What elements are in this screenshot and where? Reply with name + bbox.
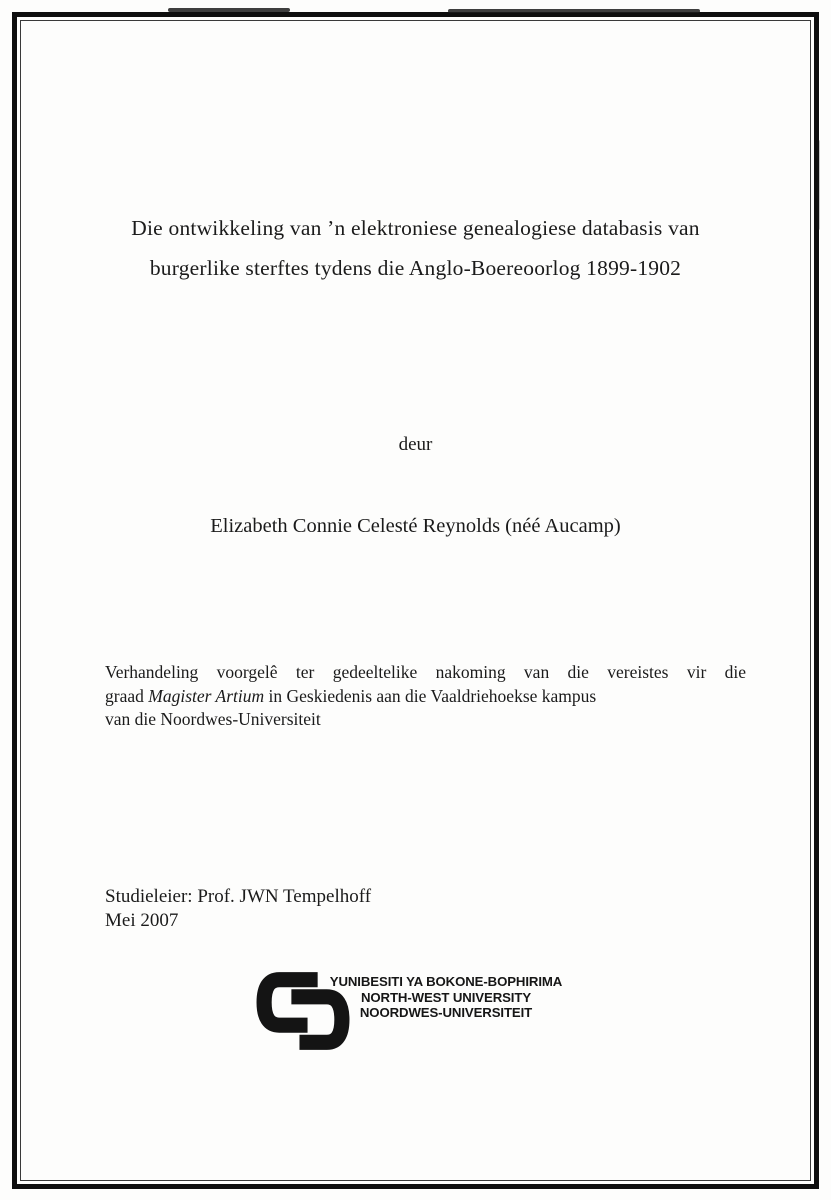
degree-statement-line2 [105,685,746,709]
thesis-title-line1: Die ontwikkeling van ’n elektroniese genealogiese databasis van [131,216,700,240]
byline-deur: deur [398,434,433,455]
scan-artifact [448,9,700,13]
degree-statement-line3: van die Noordwes-Universiteit [105,709,321,729]
university-logo [255,970,585,1054]
university-logo-text [317,974,575,1021]
degree-statement-line2-prefix: graad [105,685,149,706]
thesis-title [60,208,771,288]
scan-artifact [817,140,820,230]
supervisor-line: Studieleier: Prof. JWN Tempelhoff [105,886,372,907]
date-line: Mei 2007 [105,910,179,931]
degree-statement-line1: Verhandeling voorgelê ter gedeeltelike nakoming van die vereistes vir die [105,662,746,682]
logo-text-afrikaans: NOORDWES-UNIVERSITEIT [359,1005,533,1021]
author-name: Elizabeth Connie Celesté Reynolds (néé Aucamp) [210,515,621,537]
degree-statement [105,661,746,732]
logo-text-setswana: YUNIBESITI YA BOKONE-BOPHIRIMA [329,974,563,989]
logo-text-english: NORTH-WEST UNIVERSITY [360,989,532,1005]
thesis-title-line2: burgerlike sterftes tydens die Anglo-Boereoorlog 1899-1902 [149,256,682,280]
scan-artifact [168,8,290,12]
degree-statement-line2-suffix: in Geskiedenis aan die Vaaldriehoekse kampus [264,685,597,706]
degree-name-italic: Magister Artium [148,685,265,706]
supervisor-block [105,885,371,933]
